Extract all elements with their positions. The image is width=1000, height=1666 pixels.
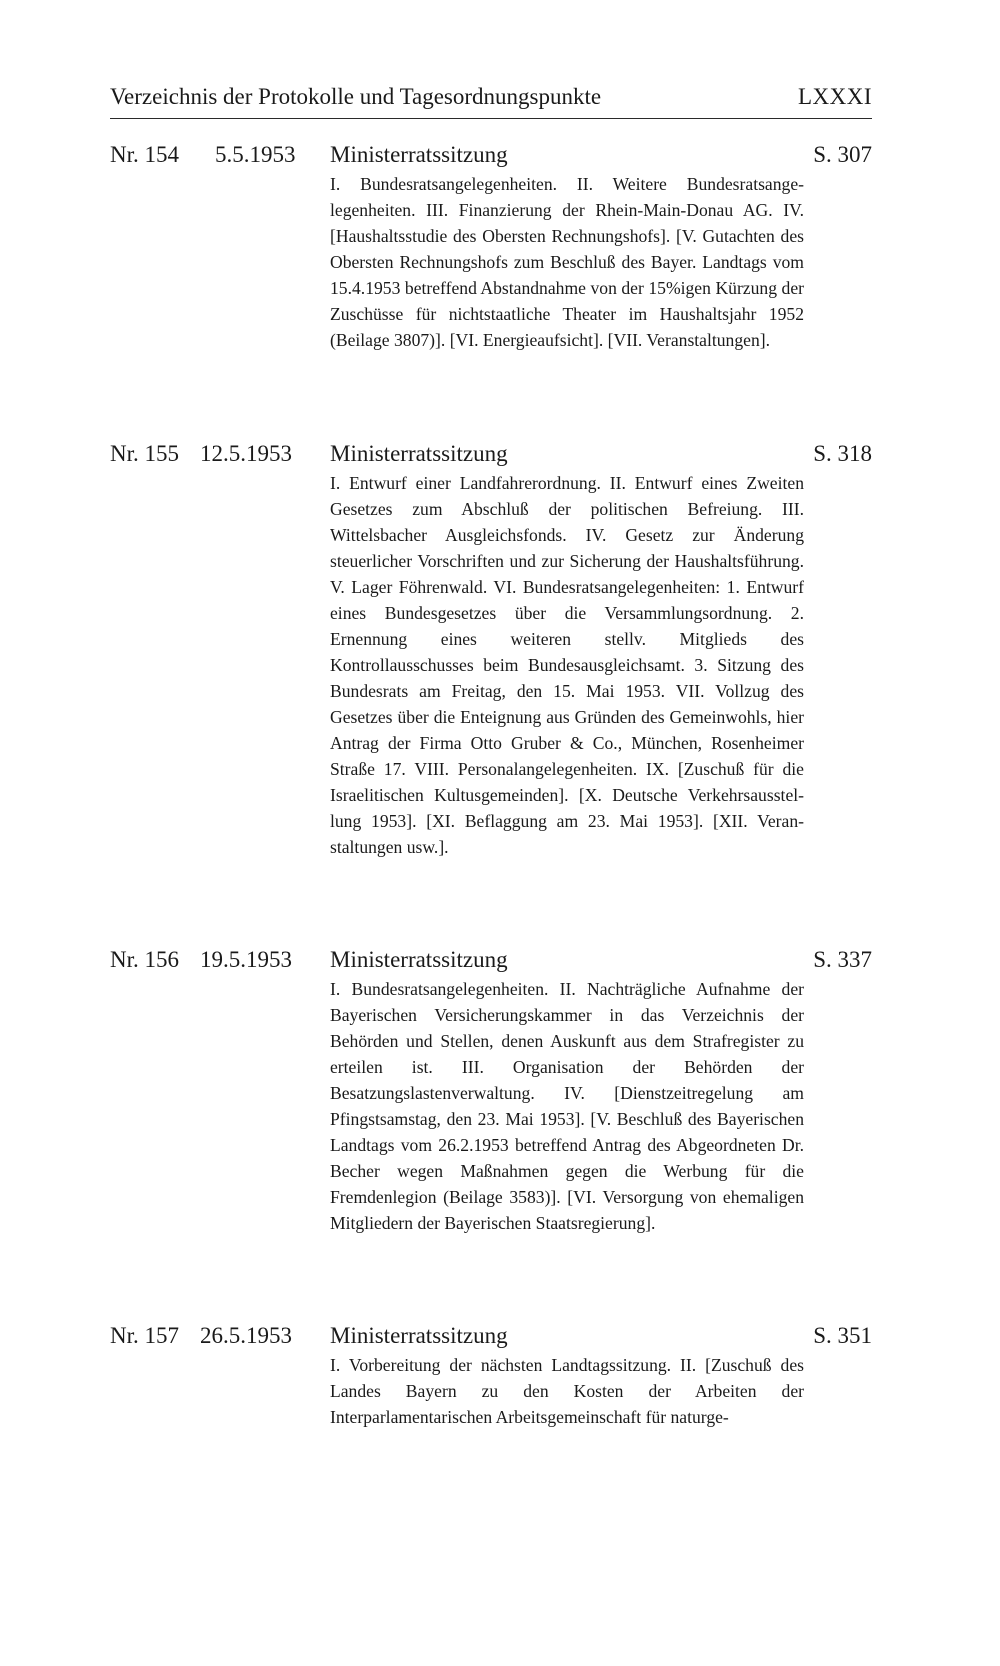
entry-kind: Ministerratssitzung [330, 1323, 508, 1348]
entry-date: 26.5.1953 [200, 1323, 292, 1348]
entry-page-ref: S. 337 [813, 947, 872, 972]
entry-kind: Ministerratssitzung [330, 142, 508, 167]
entry-date: 5.5.1953 [215, 142, 296, 167]
entry-page-ref: S. 307 [813, 142, 872, 167]
page-number: LXXXI [797, 84, 872, 109]
entry-number: Nr. 157 [110, 1323, 179, 1348]
entry-page-ref: S. 351 [813, 1323, 872, 1348]
entry-date: 12.5.1953 [200, 441, 292, 466]
entry-number: Nr. 154 [110, 142, 179, 167]
entry-number: Nr. 155 [110, 441, 179, 466]
entry-page-ref: S. 318 [813, 441, 872, 466]
entry-agenda: I. Entwurf einer Landfahrerordnung. II. Entwurf eines Zweiten Gesetzes zum Abschluß der politischen Befreiung. III. Wittelsbacher Ausgleichsfonds. IV. Gesetz zur Änderung steuerlicher Vorschriften und zur Sicherung der Haushaltsführung. V. Lager Föhrenwald. VI. Bundesratsangelegenheiten: 1. Entwurf eines Bundesgesetzes über die Versammlungsordnung. 2. Ernennung eines weiteren stellv. Mitglieds des Kontrollausschusses beim Bundesausgleichsamt. 3. Sitzung des Bundesrats am Freitag, den 15. Mai 1953. VII. Vollzug des Gesetzes über die Enteignung aus Gründen des Gemeinwohls, hier Antrag der Firma Otto Gruber & Co., München, Rosenheimer Straße 17. VIII. Personalangelegenheiten. IX. [Zuschuß für die Israelitischen Kultusgemeinden]. [X. Deutsche Verkehrsausstellung 1953]. [XI. Beflaggung am 23. Mai 1953]. [XII. Veranstaltungen usw.]. [330, 473, 804, 857]
entry-agenda: I. Bundesratsangelegenheiten. II. Weitere Bundesratsangelegenheiten. III. Finanzierung der Rhein-Main-Donau AG. IV. [Haushaltsstudie des Obersten Rechnungshofs]. [V. Gutachten des Obersten Rechnungshofs zum Beschluß des Bayer. Landtags vom 15.4.1953 betreffend Abstandnahme von der 15%igen Kürzung der Zuschüsse für nichtstaatliche Theater im Haushaltsjahr 1952 (Beilage 3807)]. [VI. Energieaufsicht]. [VII. Veranstaltungen]. [330, 174, 804, 350]
entry-date: 19.5.1953 [200, 947, 292, 972]
entry-number: Nr. 156 [110, 947, 179, 972]
running-header [110, 82, 872, 119]
entry-kind: Ministerratssitzung [330, 947, 508, 972]
entry-agenda: I. Vorbereitung der nächsten Landtagssitzung. II. [Zuschuß des Landes Bayern zu den Kosten der Arbeiten der Interparlamentarischen Arbeitsgemeinschaft für naturge- [330, 1355, 804, 1427]
running-head-title: Verzeichnis der Protokolle und Tagesordnungspunkte [110, 84, 602, 109]
entry-kind: Ministerratssitzung [330, 441, 508, 466]
entry-agenda: I. Bundesratsangelegenheiten. II. Nachträgliche Aufnahme der Bayerischen Versicherungskammer in das Verzeichnis der Behörden und Stellen, denen Auskunft aus dem Strafregister zu erteilen ist. III. Organisation der Behörden der Besatzungslastenverwaltung. IV. [Dienstzeitregelung am Pfingstsamstag, den 23. Mai 1953]. [V. Beschluß des Bayerischen Landtags vom 26.2.1953 betreffend Antrag des Abgeordneten Dr. Becher wegen Maßnahmen gegen die Werbung für die Fremdenlegion (Beilage 3583)]. [VI. Versorgung von ehemaligen Mitgliedern der Bayerischen Staatsregierung]. [330, 979, 804, 1233]
